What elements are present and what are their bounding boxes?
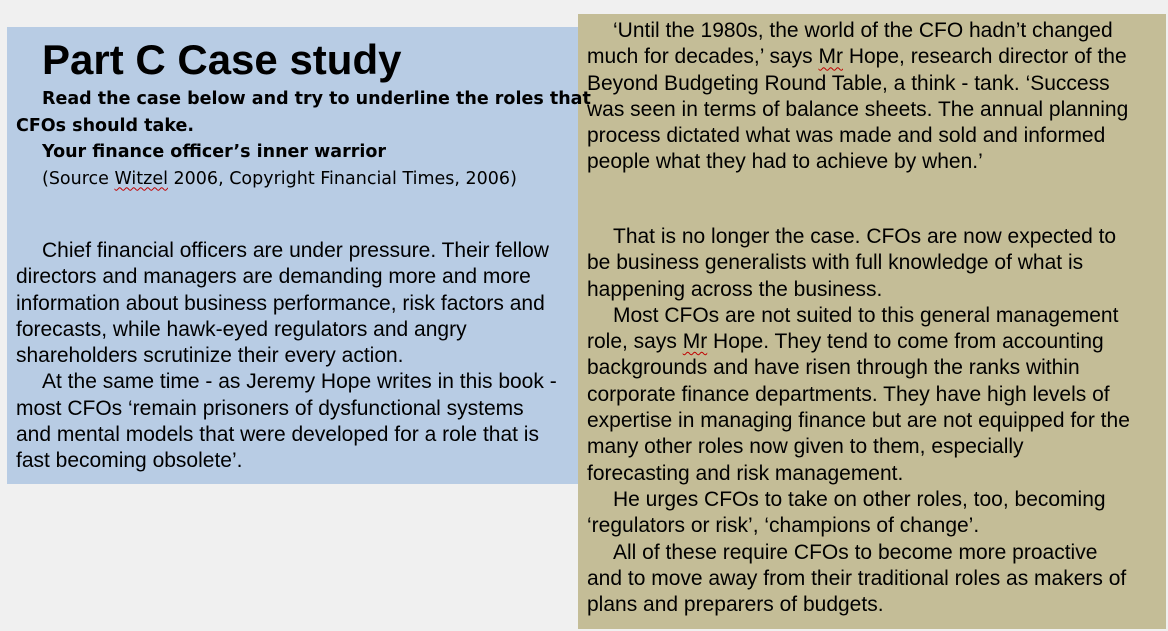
text-line (587, 329, 1162, 355)
text-line: and to move away from their traditional roles as makers of (587, 566, 1127, 590)
text-line: plans and preparers of budgets. (587, 593, 884, 617)
text-line: shareholders scrutinize their every action. (16, 344, 404, 368)
text-line: corporate finance departments. They have high levels of (587, 382, 1110, 406)
right-paragraph-1 (587, 18, 1162, 176)
text-line: Chief financial officers are under pressure. Their fellow (42, 239, 549, 262)
text-line: ‘Until the 1980s, the world of the CFO hadn’t changed (613, 19, 1113, 42)
text-line: Beyond Budgeting Round Table, a think - tank. ‘Success (587, 71, 1110, 95)
text-line (587, 44, 1162, 70)
right-body-text (587, 224, 1162, 618)
text-line: backgrounds and have risen through the ranks within (587, 356, 1080, 380)
text-line: be business generalists with full knowledge of what is (587, 251, 1084, 275)
text-line: That is no longer the case. CFOs are now expected to (613, 225, 1117, 248)
text-line: people what they had to achieve by when.’ (587, 150, 983, 174)
source-suffix: 2006, Copyright Financial Times, 2006) (167, 168, 517, 189)
case-study-intro (16, 86, 591, 192)
text-line: forecasting and risk management. (587, 461, 904, 485)
text-line: expertise in managing finance but are not equipped for the (587, 409, 1130, 433)
text-line: All of these require CFOs to become more proactive (613, 540, 1098, 564)
text-line: Most CFOs are not suited to this general management (613, 303, 1119, 327)
text-line: directors and managers are demanding more and more (16, 265, 531, 289)
text-line: was seen in terms of balance sheets. The annual planning (587, 97, 1129, 121)
article-title: Your finance officer’s inner warrior (42, 142, 387, 162)
spellcheck-word: Mr (818, 45, 843, 69)
source-prefix: (Source (42, 168, 115, 189)
instruction-line: CFOs should take. (16, 115, 195, 136)
text-line: happening across the business. (587, 277, 883, 301)
text-line: information about business performance, risk factors and (16, 291, 545, 315)
text-line: forecasts, while hawk-eyed regulators and angry (16, 317, 467, 341)
left-body-text (16, 238, 581, 475)
text-line: most CFOs ‘remain prisoners of dysfunctional systems (16, 396, 524, 420)
text-line: At the same time - as Jeremy Hope writes in this book - (42, 370, 557, 394)
text-fragment: much for decades,’ says (587, 45, 819, 69)
source-author: Witzel (114, 168, 168, 189)
text-line: He urges CFOs to take on other roles, too, becoming (613, 487, 1106, 511)
instruction-line: Read the case below and try to underline the roles that (42, 89, 591, 109)
source-citation (16, 166, 576, 193)
text-fragment: Hope. They tend to come from accounting (707, 330, 1104, 354)
text-line: and mental models that were developed for a role that is (16, 423, 539, 447)
spellcheck-word: Mr (682, 330, 708, 354)
text-line: ‘regulators or risk’, ‘champions of change’. (587, 514, 980, 538)
text-fragment: Hope, research director of the (843, 45, 1127, 69)
text-line: many other roles now given to them, especially (587, 435, 1024, 459)
text-line: fast becoming obsolete’. (16, 449, 243, 473)
text-fragment: role, says (587, 330, 683, 354)
text-line: process dictated what was made and sold and informed (587, 124, 1106, 148)
slide-title: Part C Case study (42, 36, 402, 83)
